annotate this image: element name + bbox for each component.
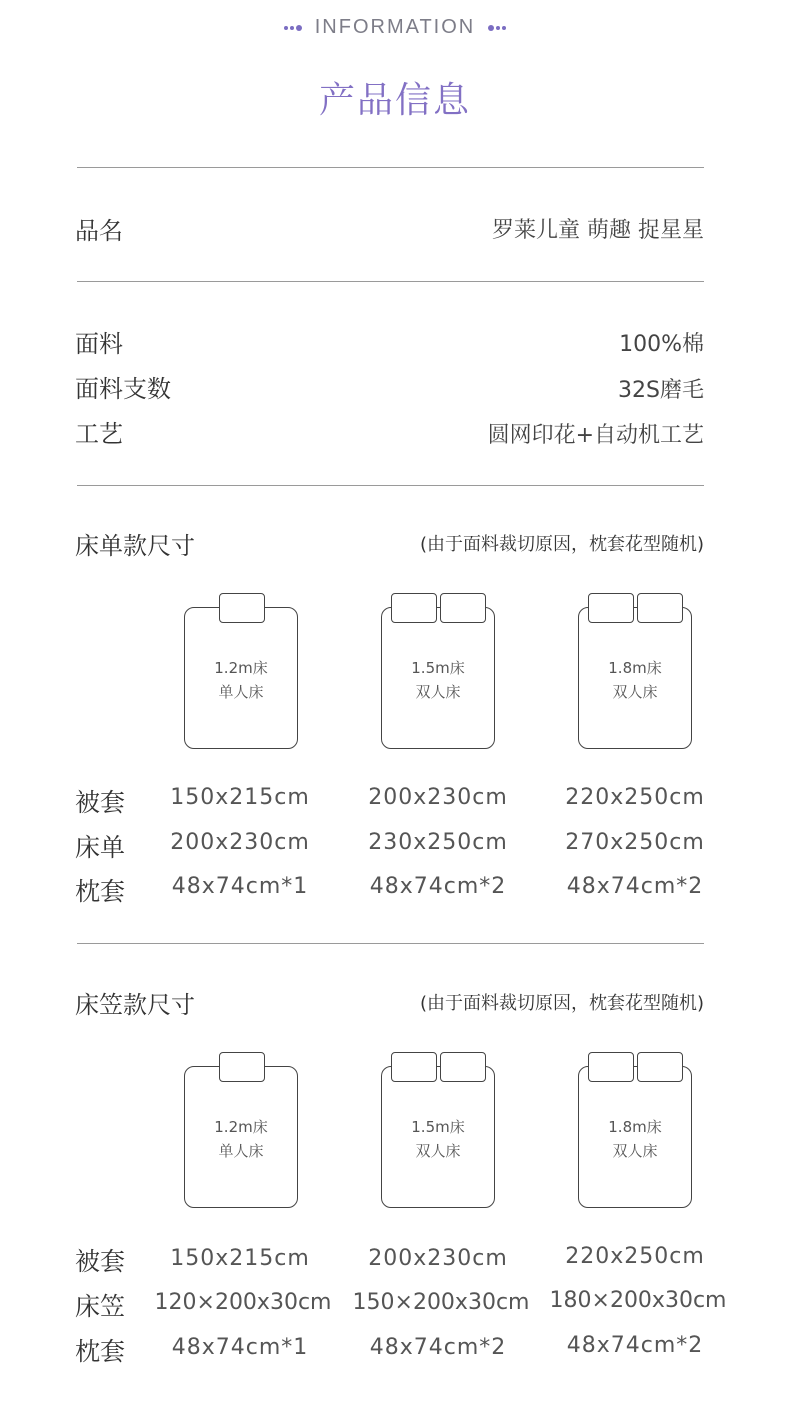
size-cell: 180×200x30cm — [549, 1288, 727, 1313]
size-cell: 150x215cm — [170, 1246, 310, 1271]
size-cell: 220x250cm — [565, 785, 705, 810]
pillow-icon — [219, 1052, 265, 1082]
pillow-icon — [391, 1052, 437, 1082]
header-en-text: INFORMATION — [314, 16, 476, 38]
size-cell: 48x74cm*2 — [566, 1333, 704, 1358]
bed-type: 双人床 — [415, 683, 461, 701]
size-cell: 48x74cm*2 — [369, 874, 507, 899]
craft-value: 圆网印花+自动机工艺 — [487, 423, 704, 448]
row-label: 枕套 — [75, 1337, 126, 1366]
count-label: 面料支数 — [75, 375, 171, 403]
divider — [77, 167, 704, 168]
craft-label: 工艺 — [75, 420, 123, 448]
pillow-icon — [440, 1052, 486, 1082]
bed-size: 1.5m床 — [411, 1118, 465, 1136]
row-label: 枕套 — [75, 877, 126, 906]
bed-diagram-double-150 — [381, 607, 495, 749]
bed-type: 单人床 — [218, 1142, 264, 1160]
size-cell: 200x230cm — [368, 785, 508, 810]
dots-right-icon — [487, 16, 507, 39]
sheet-section-title: 床单款尺寸 — [75, 532, 195, 560]
row-label: 被套 — [75, 788, 126, 817]
sheet-section-note: (由于面料裁切原因，枕套花型随机) — [419, 534, 704, 555]
divider — [77, 943, 704, 944]
bed-size: 1.8m床 — [608, 659, 662, 677]
bed-diagram-double-180 — [578, 607, 692, 749]
name-label: 品名 — [75, 217, 123, 245]
size-cell: 150×200x30cm — [352, 1290, 530, 1315]
row-label: 床单 — [75, 833, 126, 862]
size-cell: 48x74cm*1 — [171, 874, 309, 899]
section-header-en — [0, 16, 790, 39]
pillow-icon — [637, 1052, 683, 1082]
bed-type: 双人床 — [612, 683, 658, 701]
size-cell: 220x250cm — [565, 1244, 705, 1269]
bed-diagram-single — [184, 607, 298, 749]
bed-type: 双人床 — [612, 1142, 658, 1160]
pillow-icon — [588, 1052, 634, 1082]
size-cell: 48x74cm*2 — [566, 874, 704, 899]
bed-size: 1.8m床 — [608, 1118, 662, 1136]
pillow-icon — [637, 593, 683, 623]
bed-diagram-double-150 — [381, 1066, 495, 1208]
bed-type: 双人床 — [415, 1142, 461, 1160]
bed-size: 1.2m床 — [214, 659, 268, 677]
bed-size: 1.2m床 — [214, 1118, 268, 1136]
pillow-icon — [440, 593, 486, 623]
pillow-icon — [588, 593, 634, 623]
size-cell: 230x250cm — [368, 830, 508, 855]
row-label: 被套 — [75, 1247, 126, 1276]
divider — [77, 281, 704, 282]
fitted-section-title: 床笠款尺寸 — [75, 991, 195, 1019]
page-title: 产品信息 — [318, 80, 471, 121]
bed-type: 单人床 — [218, 683, 264, 701]
pillow-icon — [391, 593, 437, 623]
bed-diagram-single — [184, 1066, 298, 1208]
fabric-value: 100%棉 — [619, 332, 704, 357]
size-cell: 48x74cm*2 — [369, 1335, 507, 1360]
bed-size: 1.5m床 — [411, 659, 465, 677]
bed-diagram-double-180 — [578, 1066, 692, 1208]
count-value: 32S磨毛 — [618, 378, 704, 403]
size-cell: 120×200x30cm — [154, 1290, 332, 1315]
name-value: 罗莱儿童 萌趣 捉星星 — [492, 218, 704, 243]
dots-left-icon — [283, 16, 303, 39]
pillow-icon — [219, 593, 265, 623]
size-cell: 150x215cm — [170, 785, 310, 810]
size-cell: 270x250cm — [565, 830, 705, 855]
size-cell: 200x230cm — [368, 1246, 508, 1271]
size-cell: 200x230cm — [170, 830, 310, 855]
row-label: 床笠 — [75, 1292, 126, 1321]
fabric-label: 面料 — [75, 330, 123, 358]
divider — [77, 485, 704, 486]
fitted-section-note: (由于面料裁切原因，枕套花型随机) — [419, 993, 704, 1014]
size-cell: 48x74cm*1 — [171, 1335, 309, 1360]
